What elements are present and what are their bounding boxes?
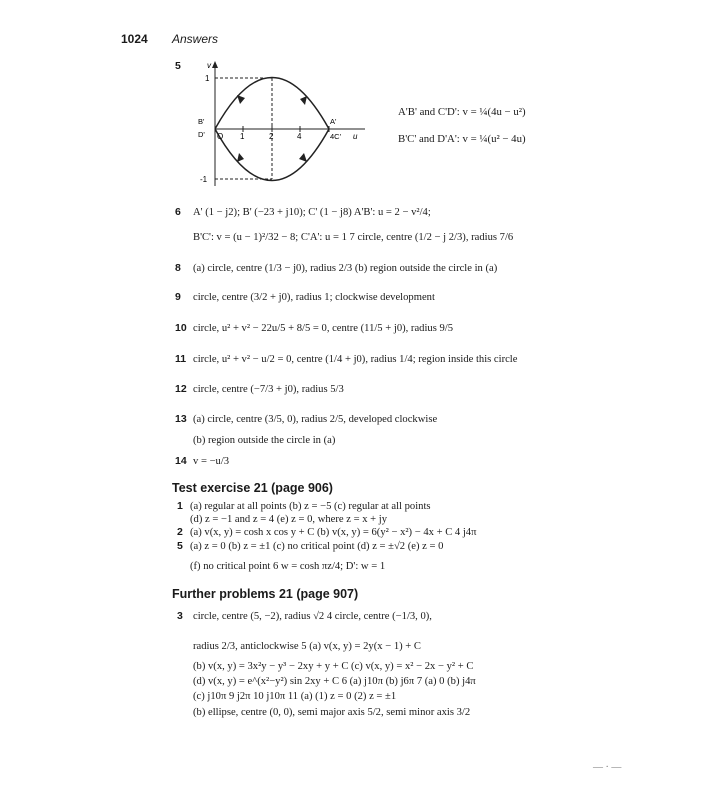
y-tick-neg1: -1 [200, 175, 208, 184]
x-tick-2: 2 [269, 132, 274, 141]
u-axis-label: u [353, 132, 358, 141]
answer-line [175, 353, 517, 366]
answer-line [177, 540, 443, 553]
mapping-graph [195, 58, 375, 193]
answer-text: (a) v(x, y) = cosh x cos y + C (b) v(x, y) = 6(y² − x²) − 4x + C 4 j4π [190, 527, 477, 538]
answer-text: circle, u² + v² − u/2 = 0, centre (1/4 + j0), radius 1/4; region inside this circle [193, 354, 518, 365]
label-d: D' [198, 130, 205, 139]
answer-number: 5 [177, 540, 183, 552]
answer-text: (d) z = −1 and z = 4 (e) z = 0, where z = x + jy [190, 514, 388, 525]
answer-number: 3 [177, 610, 183, 622]
graph-equation-2: B'C' and D'A': v = ¼(u² − 4u) [398, 133, 526, 145]
answer-number: 9 [175, 291, 181, 303]
answer-text: v = −u/3 [193, 456, 230, 467]
answer-text: circle, centre (3/2 + j0), radius 1; clockwise development [193, 292, 435, 303]
v-axis-label: v [207, 61, 211, 70]
answer-line [177, 560, 385, 573]
page-number: 1024 [121, 32, 148, 46]
answer-number: 6 [175, 206, 181, 218]
answer-number: 1 [177, 500, 183, 512]
answer-line [175, 383, 344, 396]
answer-text: A' (1 − j2); B' (−23 + j10); C' (1 − j8) A'B': u = 2 − v²/4; [193, 207, 431, 218]
problem-number: 5 [175, 60, 181, 72]
answer-line [177, 513, 387, 526]
answer-line [175, 413, 437, 426]
answer-text: (f) no critical point 6 w = cosh πz/4; D': w = 1 [190, 561, 386, 572]
x-tick-4: 4 [297, 132, 302, 141]
answer-line [175, 231, 513, 244]
answer-text: (b) v(x, y) = 3x²y − y³ − 2xy + y + C (c) v(x, y) = x² − 2x − y² + C [193, 661, 474, 672]
answer-text: (b) ellipse, centre (0, 0), semi major axis 5/2, semi minor axis 3/2 [193, 707, 471, 718]
answer-number: 12 [175, 383, 187, 395]
running-head: Answers [172, 32, 219, 46]
graph-equation-1: A'B' and C'D': v = ¼(4u − u²) [398, 106, 526, 118]
answer-line [177, 690, 396, 703]
answer-text: B'C': v = (u − 1)²/32 − 8; C'A': u = 1 7 circle, centre (1/2 − j 2/3), radius 7/6 [193, 232, 514, 243]
answer-number: 11 [175, 353, 187, 365]
answer-line [175, 206, 431, 219]
answer-line [177, 500, 431, 513]
further-problems-heading: Further problems 21 (page 907) [172, 587, 359, 601]
answer-line [175, 434, 335, 447]
answer-line [177, 640, 421, 653]
answer-text: (a) circle, centre (3/5, 0), radius 2/5, developed clockwise [193, 414, 438, 425]
answer-text: (a) z = 0 (b) z = ±1 (c) no critical point (d) z = ±√2 (e) z = 0 [190, 541, 444, 552]
answer-text: (b) region outside the circle in (a) [193, 435, 336, 446]
x-tick-1: 1 [240, 132, 245, 141]
answer-line [177, 675, 476, 688]
answer-text: radius 2/3, anticlockwise 5 (a) v(x, y) = 2y(x − 1) + C [193, 641, 421, 652]
answer-number: 8 [175, 262, 181, 274]
label-b: B' [198, 117, 205, 126]
answer-line [177, 706, 470, 719]
answer-text: circle, centre (−7/3 + j0), radius 5/3 [193, 384, 344, 395]
answer-line [177, 610, 432, 623]
label-c: 4C' [330, 132, 342, 141]
answer-text: (a) regular at all points (b) z = −5 (c) regular at all points [190, 501, 431, 512]
y-tick-1: 1 [205, 74, 210, 83]
answer-text: (d) v(x, y) = e^(x²−y²) sin 2xy + C 6 (a) j10π (b) j6π 7 (a) 0 (b) j4π [193, 676, 476, 687]
answer-text: circle, u² + v² − 22u/5 + 8/5 = 0, centre (11/5 + j0), radius 9/5 [193, 323, 454, 334]
answer-line [177, 660, 473, 673]
answer-number: 10 [175, 322, 187, 334]
answer-line [177, 526, 476, 539]
x-tick-o: O [217, 132, 224, 141]
label-a: A' [330, 117, 337, 126]
answer-number: 2 [177, 526, 183, 538]
answer-text: circle, centre (5, −2), radius √2 4 circle, centre (−1/3, 0), [193, 611, 432, 622]
answer-number: 13 [175, 413, 187, 425]
answer-number: 14 [175, 455, 187, 467]
answer-line [175, 455, 229, 468]
answer-line [175, 322, 453, 335]
answer-text: (c) j10π 9 j2π 10 j10π 11 (a) (1) z = 0 (2) z = ±1 [193, 691, 397, 702]
test-exercise-heading: Test exercise 21 (page 906) [172, 481, 333, 495]
answer-text: (a) circle, centre (1/3 − j0), radius 2/3 (b) region outside the circle in (a) [193, 263, 498, 274]
footer-mark: — · — [593, 762, 622, 773]
answer-line [175, 262, 497, 275]
answer-line [175, 291, 435, 304]
